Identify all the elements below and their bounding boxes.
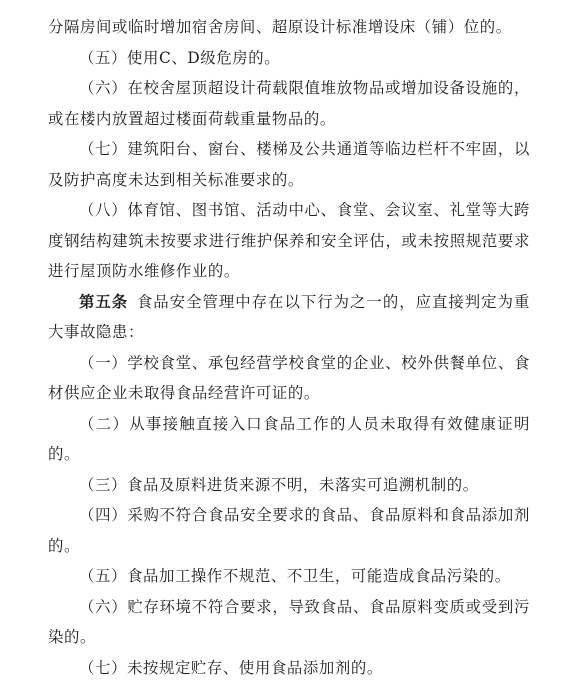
paragraph — [48, 195, 530, 287]
paragraph-text: （二）从事接触直接入口食品工作的人员未取得有效健康证明的。 — [48, 415, 530, 464]
paragraph — [48, 73, 530, 134]
paragraph — [48, 653, 530, 683]
paragraph — [48, 134, 530, 195]
paragraph-text: （七）建筑阳台、窗台、楼梯及公共通道等临边栏杆不牢固，以及防护高度未达到相关标准要求的。 — [48, 140, 530, 189]
paragraph-text: （六）贮存环境不符合要求，导致食品、食品原料变质或受到污染的。 — [48, 598, 530, 647]
paragraph — [48, 409, 530, 470]
paragraph — [48, 43, 530, 74]
paragraph-text: （四）采购不符合食品安全要求的食品、食品原料和食品添加剂的。 — [48, 506, 530, 555]
paragraph — [48, 592, 530, 653]
paragraph-text: （五）使用C、D级危房的。 — [79, 49, 280, 67]
paragraph — [48, 561, 530, 592]
paragraph — [48, 500, 530, 561]
article-paragraph — [48, 287, 530, 348]
paragraph — [48, 12, 530, 43]
paragraph-text: （五）食品加工操作不规范、不卫生，可能造成食品污染的。 — [79, 567, 511, 585]
paragraph-text: 分隔房间或临时增加宿舍房间、超原设计标准增设床（铺）位的。 — [48, 18, 512, 36]
paragraph-text: （三）食品及原料进货来源不明，未落实可追溯机制的。 — [79, 476, 479, 494]
paragraph-text: （七）未按规定贮存、使用食品添加剂的。 — [79, 659, 383, 677]
paragraph-text: （六）在校舍屋顶超设计荷载限值堆放物品或增加设备设施的，或在楼内放置超过楼面荷载重量物品的。 — [48, 79, 530, 128]
article-number: 第五条 — [79, 293, 128, 311]
paragraph-text: （一）学校食堂、承包经营学校食堂的企业、校外供餐单位、食材供应企业未取得食品经营许可证的。 — [48, 354, 530, 403]
paragraph-text: （八）体育馆、图书馆、活动中心、食堂、会议室、礼堂等大跨度钢结构建筑未按要求进行维护保养和安全评估，或未按照规范要求进行屋顶防水维修作业的。 — [48, 201, 530, 280]
paragraph — [48, 470, 530, 501]
paragraph — [48, 348, 530, 409]
paragraph-text: 食品安全管理中存在以下行为之一的，应直接判定为重大事故隐患： — [48, 293, 530, 342]
